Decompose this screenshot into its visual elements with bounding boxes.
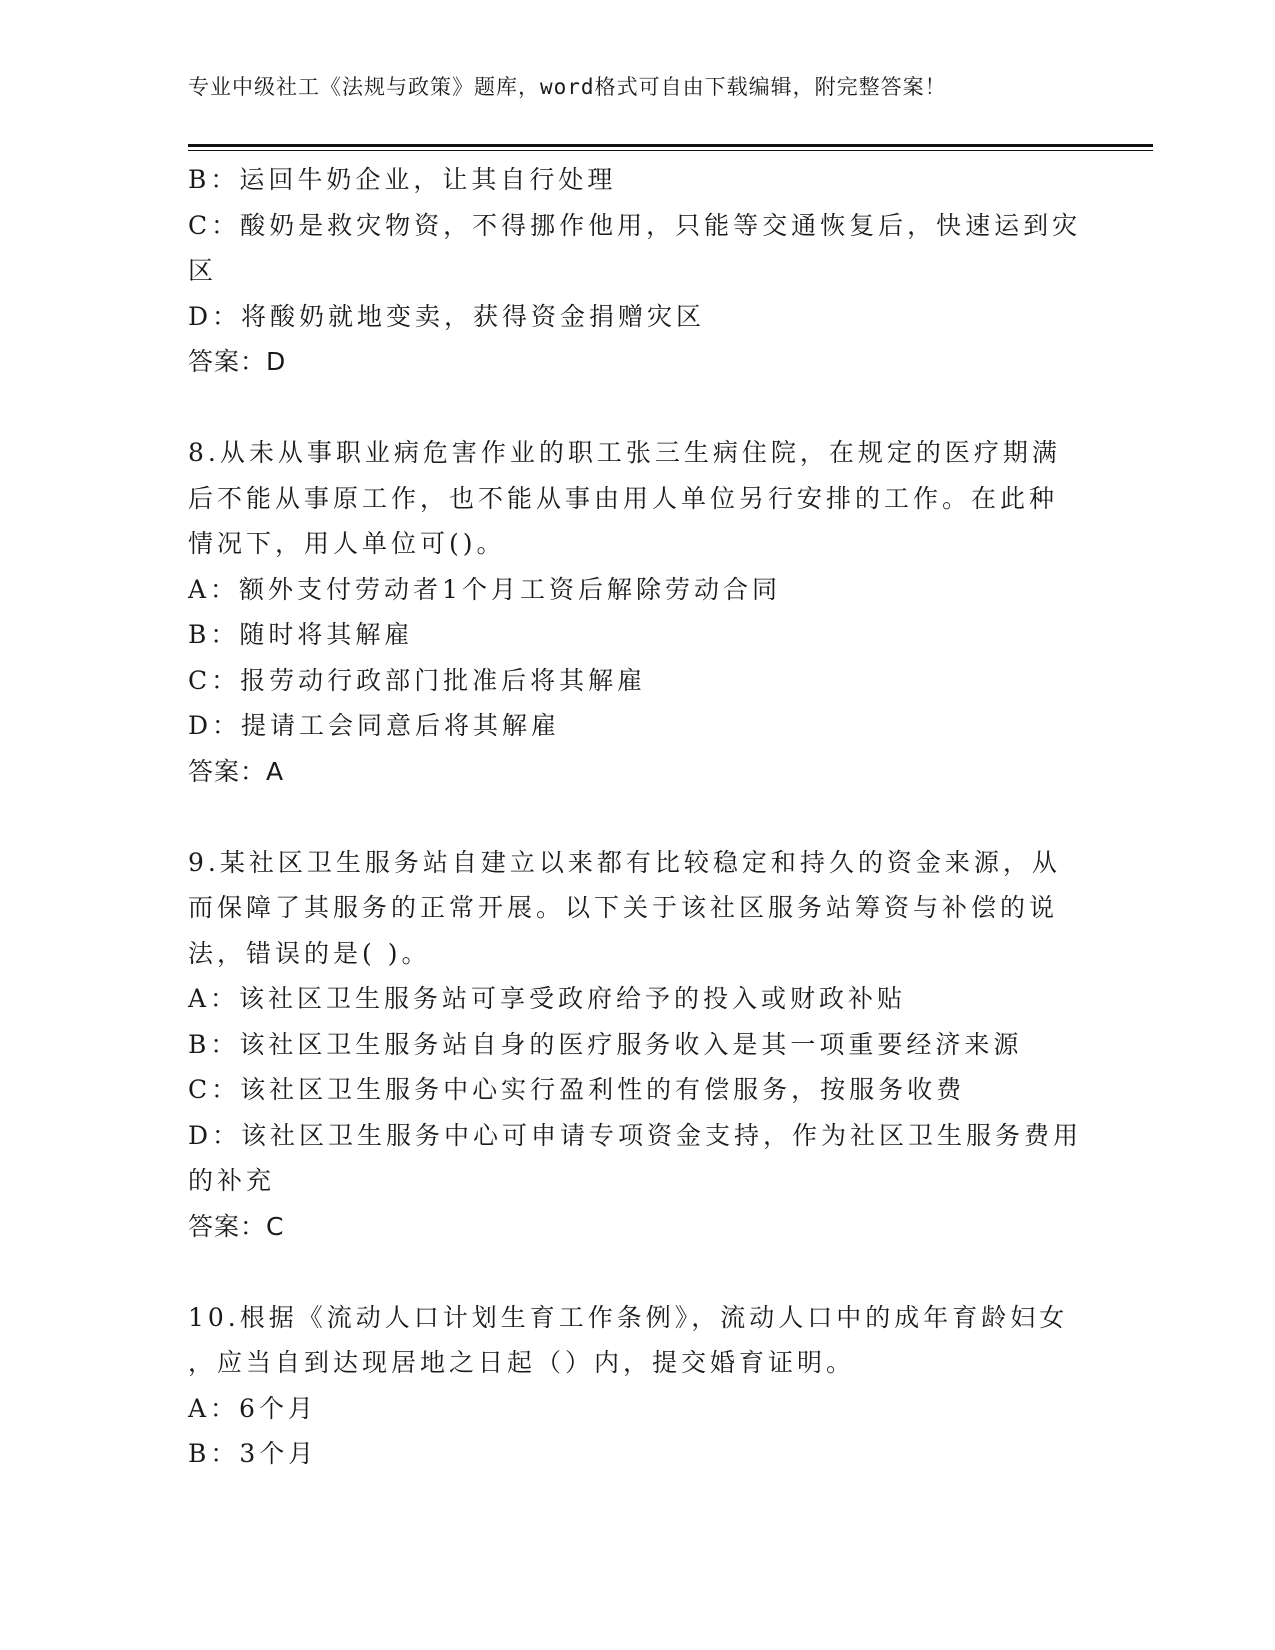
q10-stem-line2: ，应当自到达现居地之日起（）内，提交婚育证明。	[188, 1348, 856, 1377]
q7-option-b: B：运回牛奶企业，让其自行处理	[188, 165, 617, 194]
q10-option-a: A：6个月	[188, 1393, 317, 1423]
q8-stem-line1: 8.从未从事职业病危害作业的职工张三生病住院，在规定的医疗期满	[188, 438, 1061, 467]
q9-answer: 答案：C	[188, 1211, 285, 1241]
q9-stem-line1: 9.某社区卫生服务站自建立以来都有比较稳定和持久的资金来源，从	[188, 847, 1061, 877]
q9-option-d-line1: D：该社区卫生服务中心可申请专项资金支持，作为社区卫生服务费用	[188, 1120, 1083, 1150]
q10-stem-line1: 10.根据《流动人口计划生育工作条例》，流动人口中的成年育龄妇女	[188, 1302, 1069, 1332]
q7-option-d: D：将酸奶就地变卖，获得资金捐赠灾区	[188, 301, 706, 331]
q9-option-a: A：该社区卫生服务站可享受政府给予的投入或财政补贴	[188, 984, 907, 1013]
header-rule-thin	[188, 150, 1153, 151]
spacer	[188, 794, 1088, 840]
q9-option-d-line2: 的补充	[188, 1166, 276, 1195]
q8-option-c: C：报劳动行政部门批准后将其解雇	[188, 665, 647, 695]
q9-stem-line2: 而保障了其服务的正常开展。以下关于该社区服务站筹资与补偿的说	[188, 893, 1059, 922]
q7-option-c-line1: C：酸奶是救灾物资，不得挪作他用，只能等交通恢复后，快速运到灾	[188, 210, 1082, 240]
q8-answer: 答案：A	[188, 756, 285, 786]
q8-stem-line3: 情况下，用人单位可()。	[188, 529, 506, 558]
q7-answer: 答案：D	[188, 347, 287, 376]
q8-stem-line2: 后不能从事原工作，也不能从事由用人单位另行安排的工作。在此种	[188, 483, 1059, 513]
spacer	[188, 385, 1088, 431]
q8-option-d: D：提请工会同意后将其解雇	[188, 711, 561, 740]
q7-option-c-line2: 区	[188, 256, 218, 285]
q9-stem-line3: 法，错误的是( )。	[188, 938, 431, 968]
page-header: 专业中级社工《法规与政策》题库，word格式可自由下载编辑，附完整答案！	[188, 75, 947, 99]
spacer	[188, 1249, 1088, 1295]
q8-option-b: B：随时将其解雇	[188, 620, 414, 649]
q9-option-b: B：该社区卫生服务站自身的医疗服务收入是其一项重要经济来源	[188, 1029, 1023, 1059]
question-content	[188, 157, 1088, 1477]
q10-option-b: B：3个月	[188, 1439, 318, 1468]
q9-option-c: C：该社区卫生服务中心实行盈利性的有偿服务，按服务收费	[188, 1075, 966, 1104]
header-rule-thick	[188, 144, 1153, 147]
q8-option-a: A：额外支付劳动者1个月工资后解除劳动合同	[188, 574, 781, 604]
